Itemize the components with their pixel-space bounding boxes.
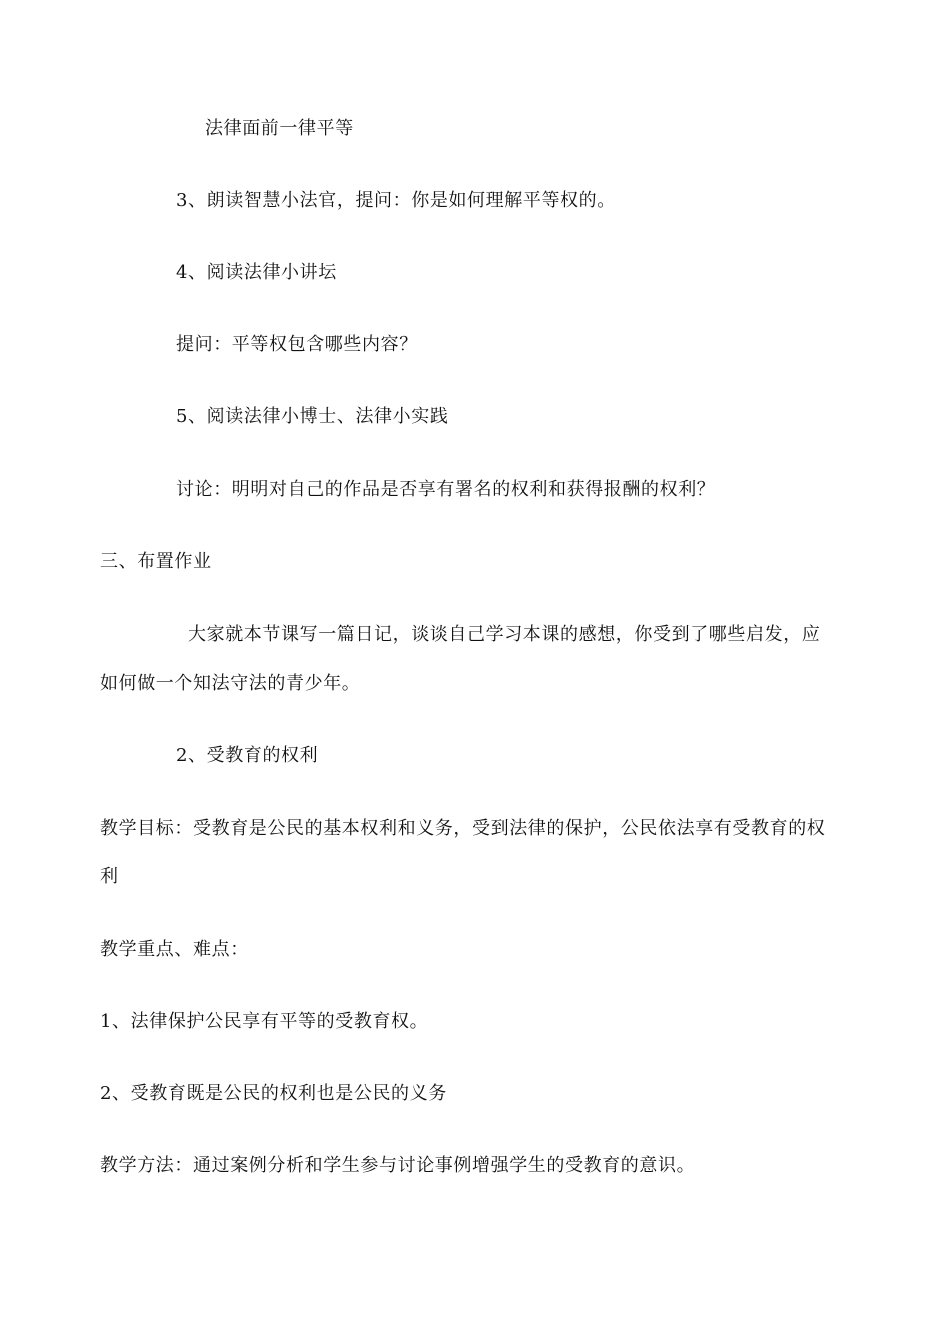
section-heading: 三、布置作业: [100, 551, 212, 572]
paragraph-line: 如何做一个知法守法的青少年。: [100, 673, 361, 694]
text-line: 教学重点、难点：: [100, 939, 249, 960]
section-title: 2、受教育的权利: [176, 745, 319, 766]
text-line: 2、受教育既是公民的权利也是公民的义务: [100, 1083, 447, 1104]
paragraph-line: 教学目标：受教育是公民的基本权利和义务，受到法律的保护，公民依法享有受教育的权: [100, 818, 826, 839]
text-line: 教学方法：通过案例分析和学生参与讨论事例增强学生的受教育的意识。: [100, 1155, 696, 1176]
text-line: 5、阅读法律小博士、法律小实践: [176, 406, 449, 427]
text-line: 法律面前一律平等: [205, 118, 354, 139]
text-line: 提问：平等权包含哪些内容？: [176, 334, 418, 355]
text-line: 1、法律保护公民享有平等的受教育权。: [100, 1011, 429, 1032]
paragraph-line: 大家就本节课写一篇日记，谈谈自己学习本课的感想，你受到了哪些启发，应: [188, 624, 821, 645]
text-line: 4、阅读法律小讲坛: [176, 262, 337, 283]
text-line: 讨论：明明对自己的作品是否享有署名的权利和获得报酬的权利？: [176, 479, 716, 500]
text-line: 3、朗读智慧小法官，提问：你是如何理解平等权的。: [176, 190, 616, 211]
paragraph-line: 利: [100, 866, 119, 887]
